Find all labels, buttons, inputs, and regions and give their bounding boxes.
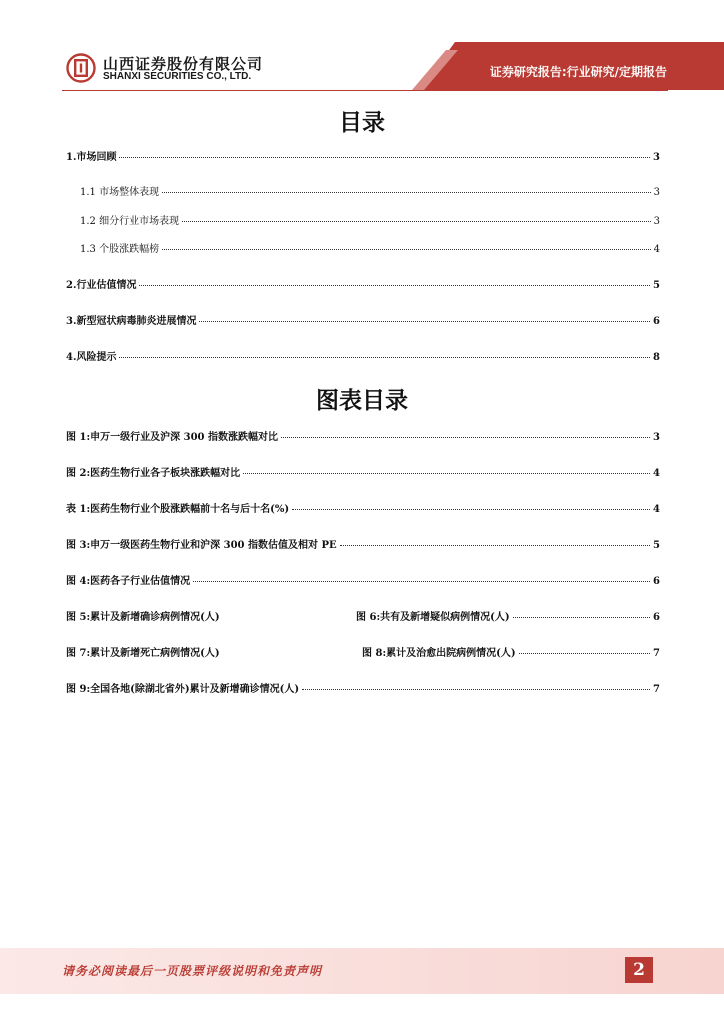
dot-leader bbox=[281, 436, 650, 438]
figure-page-number: 5 bbox=[653, 540, 660, 551]
figures-title: 图表目录 bbox=[316, 388, 408, 414]
figure-entry[interactable]: 图 2:医药生物行业各子板块涨跌幅对比 4 bbox=[66, 468, 660, 479]
dot-leader bbox=[119, 356, 650, 358]
toc-page-number: 4 bbox=[653, 244, 660, 255]
dot-leader bbox=[193, 580, 650, 582]
figure-page-number: 6 bbox=[653, 612, 660, 623]
dot-leader bbox=[243, 472, 650, 474]
figure-entry[interactable]: 图 6:共有及新增疑似病例情况(人) 6 bbox=[356, 612, 660, 623]
footer-disclaimer: 请务必阅读最后一页股票评级说明和免责声明 bbox=[62, 964, 323, 978]
header-divider bbox=[62, 90, 668, 91]
toc-page-number: 3 bbox=[653, 152, 660, 163]
dot-leader bbox=[340, 544, 650, 546]
toc-entry[interactable]: 2.行业估值情况 5 bbox=[66, 280, 660, 291]
toc-entry[interactable]: 3.新型冠状病毒肺炎进展情况 6 bbox=[66, 316, 660, 327]
page-header bbox=[0, 0, 724, 100]
figure-entry[interactable]: 图 9:全国各地(除湖北省外)累计及新增确诊情况(人) 7 bbox=[66, 684, 660, 695]
toc-entry[interactable]: 1.3 个股涨跌幅榜 4 bbox=[80, 244, 660, 255]
figure-entry[interactable]: 图 5:累计及新增确诊病例情况(人) bbox=[66, 612, 220, 623]
toc-page-number: 3 bbox=[653, 216, 660, 227]
dot-leader bbox=[302, 688, 650, 690]
shanxi-securities-logo-icon bbox=[66, 53, 96, 83]
toc-page-number: 3 bbox=[653, 187, 660, 198]
figure-entry[interactable]: 图 1:申万一级行业及沪深 300 指数涨跌幅对比 3 bbox=[66, 432, 660, 443]
toc-page-number: 5 bbox=[653, 280, 660, 291]
dot-leader bbox=[513, 616, 650, 618]
dot-leader bbox=[119, 156, 650, 158]
toc-page-number: 8 bbox=[653, 352, 660, 363]
toc-entry[interactable]: 1.2 细分行业市场表现 3 bbox=[80, 216, 660, 227]
toc-entry[interactable]: 1.市场回顾 3 bbox=[66, 152, 660, 163]
figure-page-number: 4 bbox=[653, 504, 660, 515]
company-name-en: SHANXI SECURITIES CO., LTD. bbox=[103, 71, 252, 82]
figure-page-number: 4 bbox=[653, 468, 660, 479]
figure-page-number: 7 bbox=[653, 648, 660, 659]
page-number: 2 bbox=[625, 957, 653, 983]
header-banner bbox=[0, 0, 724, 100]
table-entry[interactable]: 表 1:医药生物行业个股涨跌幅前十名与后十名(%) 4 bbox=[66, 504, 660, 515]
figure-entry[interactable]: 图 8:累计及治愈出院病例情况(人) 7 bbox=[362, 648, 660, 659]
report-type-label: 证券研究报告:行业研究/定期报告 bbox=[489, 65, 667, 79]
figure-page-number: 7 bbox=[653, 684, 660, 695]
dot-leader bbox=[162, 248, 651, 250]
dot-leader bbox=[139, 284, 650, 286]
figure-entry[interactable]: 图 7:累计及新增死亡病例情况(人) bbox=[66, 648, 220, 659]
toc-page-number: 6 bbox=[653, 316, 660, 327]
figure-entry[interactable]: 图 3:申万一级医药生物行业和沪深 300 指数估值及相对 PE 5 bbox=[66, 540, 660, 551]
dot-leader bbox=[182, 220, 651, 222]
dot-leader bbox=[199, 320, 650, 322]
figure-entry[interactable]: 图 4:医药各子行业估值情况 6 bbox=[66, 576, 660, 587]
figure-page-number: 3 bbox=[653, 432, 660, 443]
dot-leader bbox=[519, 652, 650, 654]
figure-page-number: 6 bbox=[653, 576, 660, 587]
company-name-cn: 山西证券股份有限公司 bbox=[103, 55, 264, 73]
toc-entry[interactable]: 4.风险提示 8 bbox=[66, 352, 660, 363]
dot-leader bbox=[162, 191, 651, 193]
toc-title: 目录 bbox=[339, 110, 385, 136]
dot-leader bbox=[292, 508, 650, 510]
toc-entry[interactable]: 1.1 市场整体表现 3 bbox=[80, 187, 660, 198]
